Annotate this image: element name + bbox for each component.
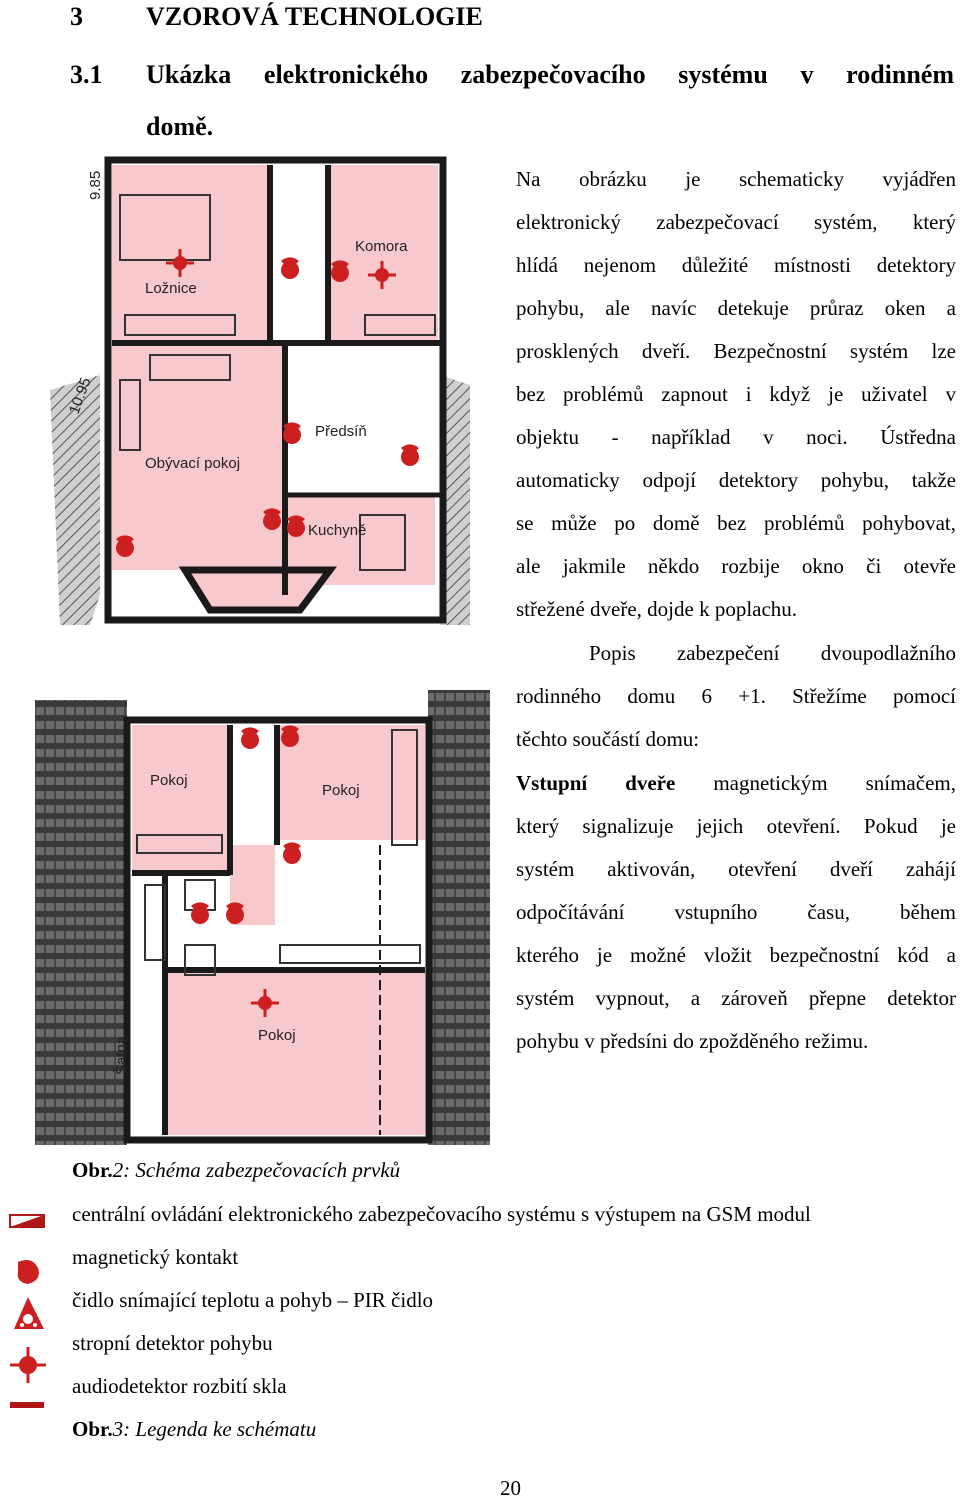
room-label-obyvaci: Obývací pokoj	[145, 455, 241, 472]
ceiling-detector-icon	[8, 1345, 48, 1385]
legend-item-ceiling-detector: stropní detektor pohybu	[72, 1331, 273, 1355]
room-label-kuchyne: Kuchyně	[308, 522, 367, 539]
legend-item-glass-break: audiodetektor rozbití skla	[72, 1374, 287, 1398]
page-number: 20	[500, 1476, 521, 1500]
room-label-pokoj: Pokoj	[322, 782, 360, 799]
chapter-heading: 3 VZOROVÁ TECHNOLOGIE	[70, 2, 483, 31]
section-heading-cont: domě.	[146, 112, 214, 141]
pir-sensor-icon	[8, 1295, 48, 1333]
room-label-satna: Šatna	[113, 1035, 130, 1075]
room-label-pokoj: Pokoj	[150, 772, 188, 789]
legend-item-magnetic-contact: magnetický kontakt	[72, 1245, 239, 1269]
dimension-label: 10.95	[65, 375, 95, 417]
room-label-komora: Komora	[355, 238, 408, 255]
glass-break-icon	[8, 1398, 48, 1412]
legend-item-pir-sensor: čidlo snímající teplotu a pohyb – PIR čidlo	[72, 1288, 434, 1312]
legend-item-control-panel: centrální ovládání elektronického zabezpečovacího systému s výstupem na GSM modul	[72, 1202, 811, 1226]
paragraph-entry-door: Vstupní dveře magnetickým snímačem, který signalizuje jejich otevření. Pokud je systém aktivován, otevření dveří zahájí odpočítávání vstupního času, během kterého je možné vložit bezpečnostní kód a systém vypnout, a zároveň přepne detektor pohybu v předsíni do zpožděného režimu.	[516, 771, 956, 1053]
room-label-predsin: Předsíň	[315, 423, 367, 440]
dimension-label: 9.85	[87, 170, 104, 200]
control-panel-icon	[8, 1212, 48, 1232]
floor-plan-schema	[0, 155, 500, 1150]
magnetic-contact-icon	[8, 1258, 48, 1286]
room-label-loznice: Ložnice	[145, 280, 197, 297]
figure-caption-2: Obr.2: Schéma zabezpečovacích prvků	[72, 1158, 401, 1182]
paragraph-description: Popis zabezpečení dvoupodlažního rodinného domu 6 +1. Střežíme pomocí těchto součástí domu:	[516, 641, 956, 751]
upper-floor-plan	[35, 690, 490, 1145]
figure-caption-3: Obr.3: Legenda ke schématu	[72, 1417, 317, 1441]
paragraph-intro: Na obrázku je schematicky vyjádřen elektronický zabezpečovací systém, který hlídá nejenom důležité místnosti detektory pohybu, ale navíc detekuje průraz oken a prosklených dveří. Bezpečnostní systém lze bez problémů zapnout i když je uživatel v objektu - například v noci. Ústředna automaticky odpojí detektory pohybu, takže se může po domě bez problémů pohybovat, ale jakmile někdo rozbije okno či otevře střežené dveře, dojde k poplachu.	[516, 167, 956, 621]
section-heading: 3.1 Ukázka elektronického zabezpečovacího systému v rodinném	[70, 60, 954, 89]
room-label-pokoj: Pokoj	[258, 1027, 296, 1044]
ground-floor-plan	[50, 160, 470, 625]
